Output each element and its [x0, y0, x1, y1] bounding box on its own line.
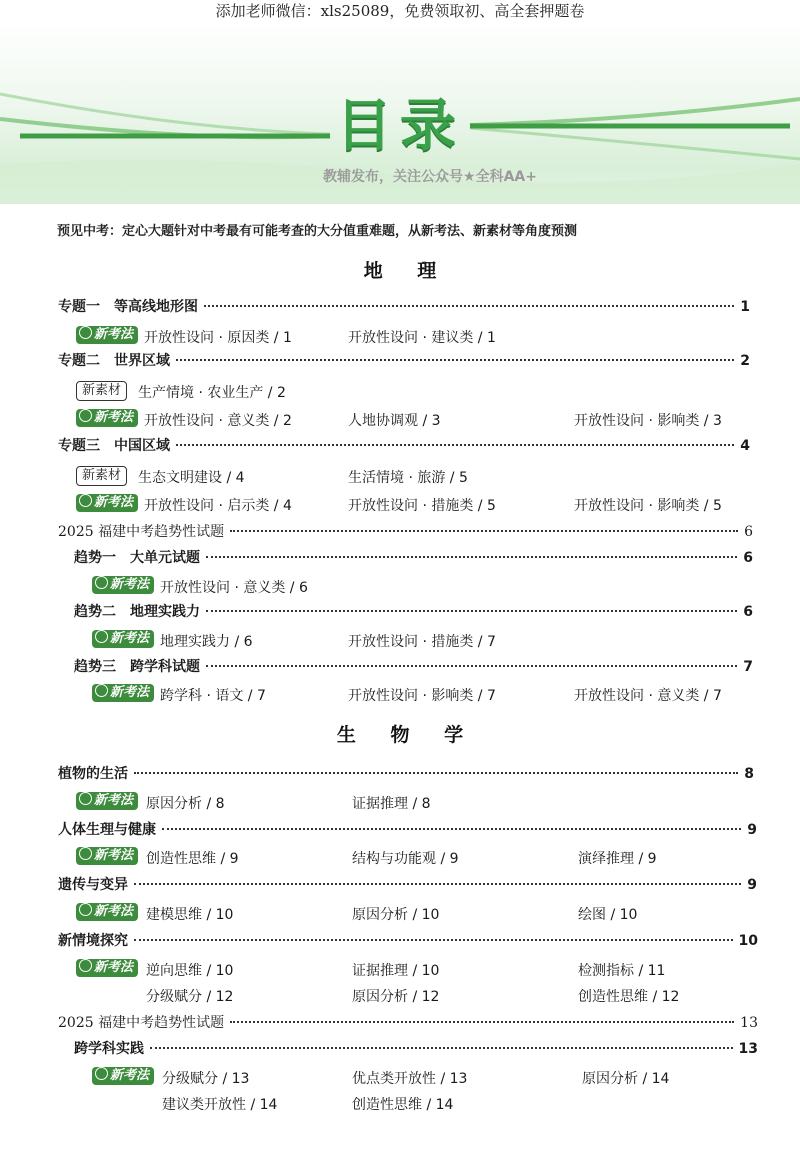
- entry-label: 新情境探究: [58, 933, 128, 949]
- list-item: 结构与功能观 / 9: [352, 851, 459, 867]
- toc-entry-heredity[interactable]: [58, 874, 757, 896]
- list-item: 演绎推理 / 9: [578, 851, 657, 867]
- page-number: 10: [738, 933, 758, 949]
- page-number: 6: [744, 524, 753, 540]
- toc-entry-trend3[interactable]: [74, 656, 753, 678]
- new-method-tag: 新考法: [92, 1067, 154, 1085]
- toc-entry-interdisciplinary-practice[interactable]: [74, 1038, 758, 1060]
- new-method-tag: 新考法: [92, 684, 154, 702]
- list-item: 优点类开放性 / 13: [352, 1071, 468, 1087]
- list-item: 开放性设问 · 启示类 / 4: [144, 498, 292, 514]
- page-number: 6: [743, 604, 753, 620]
- toc-entry-trend2[interactable]: [74, 601, 753, 623]
- section-heading-biology: 生 物 学: [336, 724, 478, 746]
- toc-entry-bio-trend-title[interactable]: [58, 1012, 758, 1034]
- page-number: 9: [747, 877, 757, 893]
- page-title: 目录: [336, 94, 464, 159]
- new-material-tag: 新素材: [76, 466, 127, 486]
- list-item: 开放性设问 · 意义类 / 6: [160, 580, 308, 596]
- page-number: 1: [740, 299, 750, 315]
- toc-entry-trend1[interactable]: [74, 547, 753, 569]
- toc-entry-topic2[interactable]: [58, 350, 750, 372]
- list-item: 原因分析 / 14: [582, 1071, 670, 1087]
- list-item: 证据推理 / 10: [352, 963, 440, 979]
- toc-entry-human-physiology[interactable]: [58, 819, 757, 841]
- new-method-tag: 新考法: [92, 630, 154, 648]
- page-number: 8: [744, 766, 754, 782]
- leader-dots: [162, 828, 741, 830]
- entry-label: 遗传与变异: [58, 877, 128, 893]
- new-method-tag: 新考法: [92, 576, 154, 594]
- list-item: 检测指标 / 11: [578, 963, 666, 979]
- leader-dots: [206, 610, 737, 612]
- new-method-tag: 新考法: [76, 326, 138, 344]
- list-item: 创造性思维 / 9: [146, 851, 239, 867]
- entry-label: 趋势一 大单元试题: [74, 550, 200, 566]
- entry-label: 专题二 世界区域: [58, 353, 170, 369]
- preface-text: 预见中考：定心大题针对中考最有可能考查的大分值重难题，从新考法、新素材等角度预测: [57, 224, 578, 239]
- list-item: 跨学科 · 语文 / 7: [160, 688, 266, 704]
- leader-dots: [150, 1047, 733, 1049]
- list-item: 人地协调观 / 3: [348, 413, 441, 429]
- toc-entry-plant-life[interactable]: [58, 763, 754, 785]
- list-item: 生态文明建设 / 4: [138, 470, 245, 486]
- banner-subtitle: 教辅发布，关注公众号★全科AA+: [323, 169, 537, 185]
- list-item: 原因分析 / 10: [352, 907, 440, 923]
- toc-entry-topic3[interactable]: [58, 435, 750, 457]
- toc-entry-topic1[interactable]: [58, 296, 750, 318]
- list-item: 开放性设问 · 影响类 / 7: [348, 688, 496, 704]
- list-item: 建议类开放性 / 14: [162, 1097, 278, 1113]
- list-item: 开放性设问 · 影响类 / 3: [574, 413, 722, 429]
- list-item: 开放性设问 · 措施类 / 7: [348, 634, 496, 650]
- lightbulb-icon: [79, 326, 92, 339]
- list-item: 生活情境 · 旅游 / 5: [348, 470, 468, 486]
- list-item: 生产情境 · 农业生产 / 2: [138, 385, 286, 401]
- new-method-tag: 新考法: [76, 494, 138, 512]
- page-number: 6: [743, 550, 753, 566]
- lightbulb-icon: [79, 959, 92, 972]
- new-method-tag: 新考法: [76, 409, 138, 427]
- list-item: 开放性设问 · 意义类 / 7: [574, 688, 722, 704]
- list-item: 原因分析 / 8: [146, 796, 225, 812]
- lightbulb-icon: [95, 1067, 108, 1080]
- lightbulb-icon: [79, 847, 92, 860]
- leader-dots: [134, 772, 738, 774]
- list-item: 创造性思维 / 12: [578, 989, 680, 1005]
- list-item: 开放性设问 · 原因类 / 1: [144, 330, 292, 346]
- page-number: 13: [738, 1041, 758, 1057]
- list-item: 分级赋分 / 12: [146, 989, 234, 1005]
- lightbulb-icon: [95, 576, 108, 589]
- entry-label: 跨学科实践: [74, 1041, 144, 1057]
- list-item: 建模思维 / 10: [146, 907, 234, 923]
- page-number: 4: [740, 438, 750, 454]
- list-item: 开放性设问 · 影响类 / 5: [574, 498, 722, 514]
- toc-entry-new-context[interactable]: [58, 930, 758, 952]
- lightbulb-icon: [79, 494, 92, 507]
- leader-dots: [204, 305, 734, 307]
- page-number: 7: [743, 659, 753, 675]
- page-number: 2: [740, 353, 750, 369]
- new-method-tag: 新考法: [76, 847, 138, 865]
- leader-dots: [230, 1021, 734, 1023]
- section-heading-geography: 地 理: [363, 260, 451, 282]
- entry-label: 植物的生活: [58, 766, 128, 782]
- entry-label: 趋势三 跨学科试题: [74, 659, 200, 675]
- list-item: 绘图 / 10: [578, 907, 638, 923]
- list-item: 地理实践力 / 6: [160, 634, 253, 650]
- list-item: 开放性设问 · 措施类 / 5: [348, 498, 496, 514]
- lightbulb-icon: [79, 903, 92, 916]
- entry-label: 专题三 中国区域: [58, 438, 170, 454]
- entry-label: 人体生理与健康: [58, 822, 156, 838]
- list-item: 开放性设问 · 意义类 / 2: [144, 413, 292, 429]
- new-method-tag: 新考法: [76, 959, 138, 977]
- entry-label: 2025 福建中考趋势性试题: [58, 524, 225, 540]
- leader-dots: [176, 444, 734, 446]
- entry-label: 专题一 等高线地形图: [58, 299, 198, 315]
- header-note: 添加老师微信：xls25089，免费领取初、高全套押题卷: [215, 2, 585, 20]
- toc-entry-trend-title[interactable]: [58, 521, 753, 543]
- list-item: 逆向思维 / 10: [146, 963, 234, 979]
- leader-dots: [176, 359, 734, 361]
- list-item: 开放性设问 · 建议类 / 1: [348, 330, 496, 346]
- lightbulb-icon: [79, 409, 92, 422]
- list-item: 证据推理 / 8: [352, 796, 431, 812]
- leader-dots: [134, 883, 741, 885]
- lightbulb-icon: [95, 684, 108, 697]
- entry-label: 趋势二 地理实践力: [74, 604, 200, 620]
- page-number: 9: [747, 822, 757, 838]
- page-number: 13: [740, 1015, 758, 1031]
- lightbulb-icon: [95, 630, 108, 643]
- new-method-tag: 新考法: [76, 903, 138, 921]
- entry-label: 2025 福建中考趋势性试题: [58, 1015, 225, 1031]
- leader-dots: [206, 556, 737, 558]
- list-item: 原因分析 / 12: [352, 989, 440, 1005]
- new-method-tag: 新考法: [76, 792, 138, 810]
- list-item: 创造性思维 / 14: [352, 1097, 454, 1113]
- new-material-tag: 新素材: [76, 381, 127, 401]
- lightbulb-icon: [79, 792, 92, 805]
- leader-dots: [206, 665, 737, 667]
- list-item: 分级赋分 / 13: [162, 1071, 250, 1087]
- leader-dots: [134, 939, 733, 941]
- leader-dots: [230, 530, 738, 532]
